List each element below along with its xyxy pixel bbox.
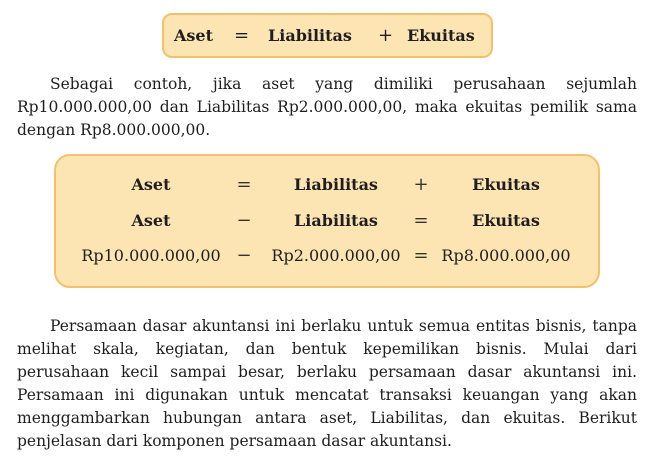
row-asset: Aset <box>131 211 171 230</box>
row-operator: = <box>236 174 252 195</box>
equation-equals-sign: = <box>234 25 250 46</box>
row-liabilities-value: Rp2.000.000,00 <box>271 246 401 265</box>
row-equity: Ekuitas <box>472 175 540 194</box>
row-operator: = <box>413 210 429 231</box>
row-operator: + <box>413 174 429 195</box>
equation-asset: Aset <box>174 26 213 45</box>
table-row <box>56 174 598 196</box>
row-liabilities: Liabilitas <box>294 175 378 194</box>
row-equity-value: Rp8.000.000,00 <box>441 246 571 265</box>
row-operator: − <box>236 210 252 231</box>
explanation-paragraph: Persamaan dasar akuntansi ini berlaku untuk semua entitas bisnis, tanpa melihat skala, kegiatan, dan bentuk kepemilikan bisnis. Mulai dari perusahaan kecil sampai besar, berlaku persamaan dasar akuntansi ini. Persamaan ini digunakan untuk mencatat transaksi keuangan yang akan menggambarkan hubungan antara aset, Liabilitas, dan ekuitas. Berikut penjelasan dari komponen persamaan dasar akuntansi. <box>17 317 637 450</box>
row-equity: Ekuitas <box>472 211 540 230</box>
row-asset: Aset <box>131 175 171 194</box>
example-paragraph: Sebagai contoh, jika aset yang dimiliki perusahaan sejumlah Rp10.000.000,00 dan Liabilitas Rp2.000.000,00, maka ekuitas pemilik sama dengan Rp8.000.000,00. <box>17 75 637 139</box>
equation-plus-sign: + <box>378 25 394 46</box>
table-row <box>56 210 598 232</box>
row-liabilities: Liabilitas <box>294 211 378 230</box>
row-asset-value: Rp10.000.000,00 <box>81 246 221 265</box>
equation-liabilities: Liabilitas <box>268 26 352 45</box>
table-row <box>56 245 598 267</box>
row-operator: = <box>413 245 429 266</box>
basic-equation-box <box>162 13 493 58</box>
equation-equity: Ekuitas <box>407 26 475 45</box>
example-equation-table <box>54 154 600 288</box>
row-operator: − <box>236 245 252 266</box>
